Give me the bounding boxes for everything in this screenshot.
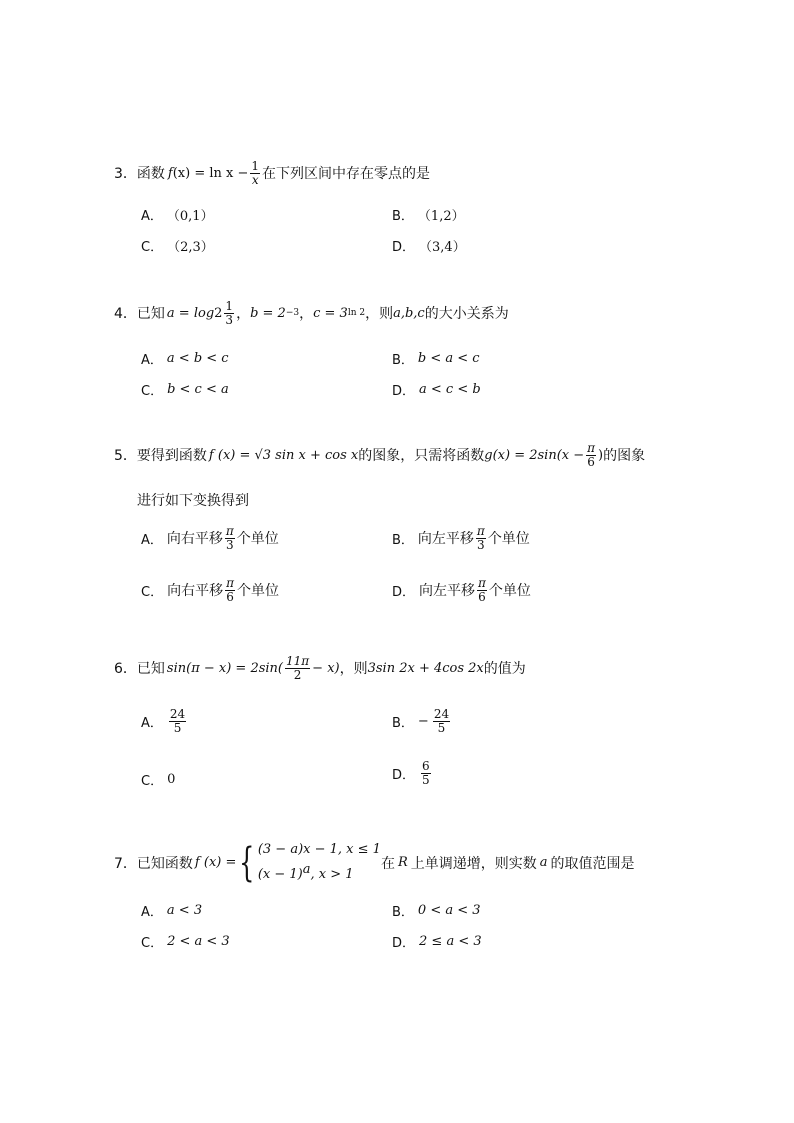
option-b[interactable]: B． b < a < c <box>392 351 480 368</box>
option-a[interactable]: A． $\frac{24}{5}$ <box>141 707 186 735</box>
fraction: $\frac{\pi}{6}$ <box>587 441 596 469</box>
question-5-stem: 5． 要得到函数 f (x) = √3 sin x + cos x 的图象，只需将函数 g(x) = 2sin(x − $\frac{\pi}{6}$ ) 的图象 <box>114 441 646 469</box>
question-number: 5． <box>114 448 137 465</box>
left-brace: { <box>239 839 255 886</box>
question-4-stem: 4． 已知 a = log 2 $\frac{1}{3}$ ， b = 2 −3 ， c = 3 ln 2 ，则 a,b,c 的大小关系为 <box>114 299 509 327</box>
question-5-continuation: 进行如下变换得到 <box>137 493 249 509</box>
question-3-stem: 3． 函数 f (x) = ln x − $\frac{1}{x}$ 在下列区间中存在零点的是 <box>114 159 431 187</box>
option-a[interactable]: A． （0,1） <box>141 209 214 224</box>
option-d[interactable]: D． （3,4） <box>392 240 466 255</box>
question-7-stem: 7． 已知函数 f (x) = { (3 − a)x − 1, x ≤ 1 $(x - 1)^a$, x > 1 在 R 上单调递增，则实数 a 的取值范围是 <box>114 839 635 886</box>
option-a[interactable]: A． 向右平移 $\frac{\pi}{3}$ 个单位 <box>141 524 279 552</box>
option-c[interactable]: C． b < c < a <box>141 382 229 399</box>
option-b[interactable]: B． （1,2） <box>392 209 465 224</box>
fraction: $\frac{1}{3}$ <box>225 299 234 327</box>
option-c[interactable]: C． （2,3） <box>141 240 214 255</box>
fraction: $\frac{1}{x}$ <box>251 159 260 187</box>
fraction: $\frac{11\pi}{2}$ <box>286 654 310 682</box>
question-number: 6． <box>114 661 137 678</box>
option-b[interactable]: B． − $\frac{24}{5}$ <box>392 707 450 735</box>
question-number: 7． <box>114 855 137 872</box>
option-c[interactable]: C． 0 <box>141 772 176 789</box>
question-number: 4． <box>114 306 137 323</box>
option-d[interactable]: D． $\frac{6}{5}$ <box>392 759 430 787</box>
option-d[interactable]: D． a < c < b <box>392 382 481 399</box>
option-b[interactable]: B． 向左平移 $\frac{\pi}{3}$ 个单位 <box>392 524 530 552</box>
option-a[interactable]: A． a < 3 <box>141 903 203 920</box>
option-c[interactable]: C． 2 < a < 3 <box>141 934 230 951</box>
piecewise-cases: (3 − a)x − 1, x ≤ 1 $(x - 1)^a$, x > 1 <box>257 842 381 883</box>
option-d[interactable]: D． 2 ≤ a < 3 <box>392 934 482 951</box>
option-c[interactable]: C． 向右平移 $\frac{\pi}{6}$ 个单位 <box>141 576 279 604</box>
question-6-stem: 6． 已知 sin(π − x) = 2sin( $\frac{11\pi}{2}$ − x) ，则 3sin 2x + 4cos 2x 的值为 <box>114 654 526 682</box>
question-number: 3． <box>114 166 137 183</box>
option-d[interactable]: D． 向左平移 $\frac{\pi}{6}$ 个单位 <box>392 576 531 604</box>
option-b[interactable]: B． 0 < a < 3 <box>392 903 481 920</box>
option-a[interactable]: A． a < b < c <box>141 351 229 368</box>
